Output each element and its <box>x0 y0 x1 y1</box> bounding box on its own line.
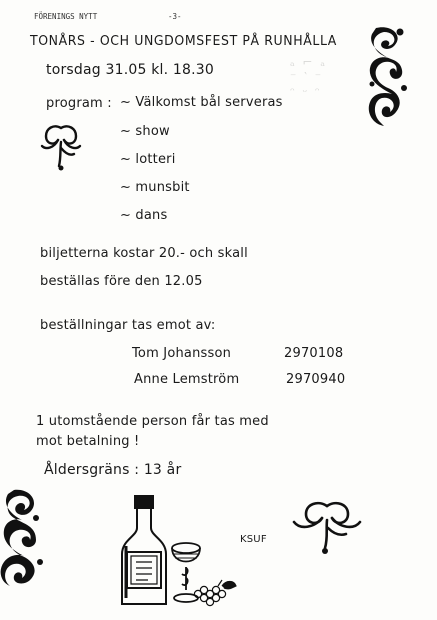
orders-label: beställningar tas emot av: <box>40 318 216 333</box>
publication-name: FÖRENINGS NYTT <box>34 12 98 21</box>
program-item: ~ lotteri <box>120 152 176 167</box>
swirl-ornament-icon <box>36 120 86 172</box>
scroll-ornament-icon <box>364 22 410 130</box>
program-item: ~ munsbit <box>120 180 190 195</box>
scroll-ornament-icon <box>0 486 44 590</box>
guest-note: 1 utomstående person får tas med <box>36 414 269 429</box>
program-label: program : <box>46 96 112 111</box>
signature: KSUF <box>240 534 267 545</box>
event-date: torsdag 31.05 kl. 18.30 <box>46 62 215 78</box>
contact-name: Tom Johansson <box>132 346 232 361</box>
grapes-icon <box>192 576 238 608</box>
program-item: ~ dans <box>120 208 168 223</box>
contact-name: Anne Lemström <box>134 372 240 387</box>
program-item: ~ Välkomst bål serveras <box>120 95 283 110</box>
page-number: -3- <box>168 12 182 21</box>
contact-phone: 2970940 <box>286 372 346 387</box>
page-title: TONÅRS - OCH UNGDOMSFEST PÅ RUNHÅLLA <box>30 32 337 49</box>
program-item: ~ show <box>120 124 170 139</box>
swirl-ornament-icon <box>292 496 362 556</box>
contact-phone: 2970108 <box>284 346 344 361</box>
wine-bottle-icon <box>118 494 170 610</box>
ticket-deadline: beställas före den 12.05 <box>40 274 203 289</box>
bleed-through-text: ₐ ⌐ ₐ ⁻ ‵ ⁻ ᵔ ᵕ ᵔ <box>290 55 327 99</box>
ticket-info: biljetterna kostar 20.- och skall <box>40 246 248 261</box>
guest-note-payment: mot betalning ! <box>36 434 140 449</box>
age-limit: Åldersgräns : 13 år <box>44 462 182 478</box>
